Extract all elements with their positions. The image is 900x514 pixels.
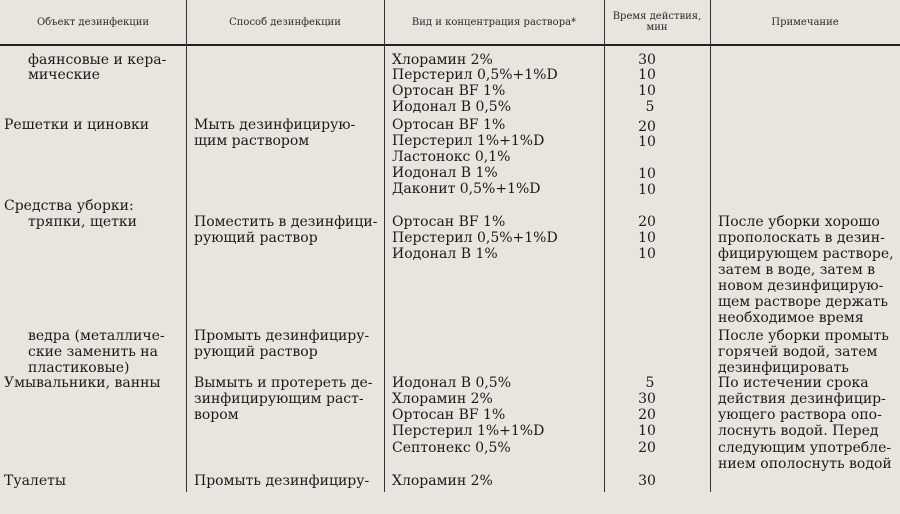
method-line: рующий раствор (194, 230, 318, 246)
note-line: новом дезинфицирую- (718, 278, 884, 294)
object-line: Туалеты (4, 473, 66, 489)
agent-line: Хлорамин 2% (392, 52, 493, 68)
time-value: 10 (638, 67, 656, 83)
method-line: Вымыть и протереть де- (194, 375, 373, 391)
column-divider (186, 0, 187, 492)
agent-line: Ластонокс 0,1% (392, 149, 511, 165)
note-line: щем растворе держать (718, 294, 889, 310)
agent-line: Иодонал В 1% (392, 246, 498, 262)
method-line: зинфицирующим раст- (194, 391, 364, 407)
agent-line: Септонекс 0,5% (392, 440, 511, 456)
object-line: тряпки, щетки (28, 214, 137, 230)
note-line: ующего раствора опо- (718, 407, 882, 423)
time-value: 5 (645, 99, 655, 115)
time-value: 10 (638, 246, 656, 262)
agent-line: Даконит 0,5%+1%D (392, 181, 541, 197)
header-time: Время действия, мин (612, 11, 702, 33)
time-value: 20 (638, 440, 656, 456)
agent-line: Ортосан BF 1% (392, 83, 506, 99)
note-line: затем в воде, затем в (718, 262, 876, 278)
time-value: 20 (638, 214, 656, 230)
note-line: необходимое время (718, 310, 864, 326)
object-line: ведра (металличе- (28, 328, 165, 344)
method-line: Поместить в дезинфици- (194, 214, 378, 230)
agent-line: Хлорамин 2% (392, 391, 493, 407)
method-line: Мыть дезинфицирую- (194, 117, 356, 133)
agent-line: Иодонал В 1% (392, 165, 498, 181)
note-line: фицирующем растворе, (718, 246, 894, 262)
header-agent: Вид и концентрация раствора* (411, 16, 577, 28)
time-value: 10 (638, 182, 656, 198)
time-value: 10 (638, 166, 656, 182)
agent-line: Ортосан BF 1% (392, 117, 506, 133)
object-line: фаянсовые и кера- (28, 52, 167, 68)
time-value: 10 (638, 83, 656, 99)
time-value: 20 (638, 119, 656, 135)
header-note: Примечание (771, 16, 839, 28)
agent-line: Иодонал В 0,5% (392, 99, 512, 115)
method-line: рующий раствор (194, 344, 318, 360)
time-value: 30 (638, 391, 656, 407)
object-line: Решетки и циновки (4, 117, 150, 133)
time-value: 10 (638, 423, 656, 439)
header-object: Объект дезинфекции (36, 16, 150, 28)
agent-line: Ортосан BF 1% (392, 407, 506, 423)
object-line: Средства уборки: (4, 198, 134, 214)
agent-line: Ортосан BF 1% (392, 214, 506, 230)
note-line: действия дезинфицир- (718, 391, 886, 407)
method-line: Промыть дезинфициру- (194, 328, 370, 344)
note-line: дезинфицировать (718, 360, 849, 376)
agent-line: Перстерил 1%+1%D (392, 423, 545, 439)
note-line: нием ополоснуть водой (718, 456, 892, 472)
object-line: мические (28, 67, 100, 83)
agent-line: Иодонал В 0,5% (392, 375, 512, 391)
time-value: 10 (638, 134, 656, 150)
method-line: вором (194, 407, 239, 423)
method-line: Промыть дезинфициру- (194, 473, 370, 489)
time-value: 30 (638, 473, 656, 489)
note-line: лоснуть водой. Перед (718, 423, 879, 439)
agent-line: Перстерил 1%+1%D (392, 133, 545, 149)
time-value: 30 (638, 52, 656, 68)
column-divider (604, 0, 605, 492)
note-line: горячей водой, затем (718, 344, 878, 360)
object-line: пластиковые) (28, 360, 130, 376)
header-method: Способ дезинфекции (229, 16, 341, 28)
object-line: Умывальники, ванны (4, 375, 161, 391)
object-line: ские заменить на (28, 344, 158, 360)
note-line: После уборки хорошо (718, 214, 880, 230)
time-value: 20 (638, 407, 656, 423)
note-line: После уборки промыть (718, 328, 889, 344)
header-divider (0, 44, 900, 46)
method-line: щим раствором (194, 133, 310, 149)
note-line: следующим употребле- (718, 440, 892, 456)
agent-line: Перстерил 0,5%+1%D (392, 230, 558, 246)
note-line: По истечении срока (718, 375, 869, 391)
column-divider (710, 0, 711, 492)
note-line: прополоскать в дезин- (718, 230, 885, 246)
time-value: 5 (645, 375, 655, 391)
column-divider (384, 0, 385, 492)
time-value: 10 (638, 230, 656, 246)
agent-line: Перстерил 0,5%+1%D (392, 67, 558, 83)
agent-line: Хлорамин 2% (392, 473, 493, 489)
